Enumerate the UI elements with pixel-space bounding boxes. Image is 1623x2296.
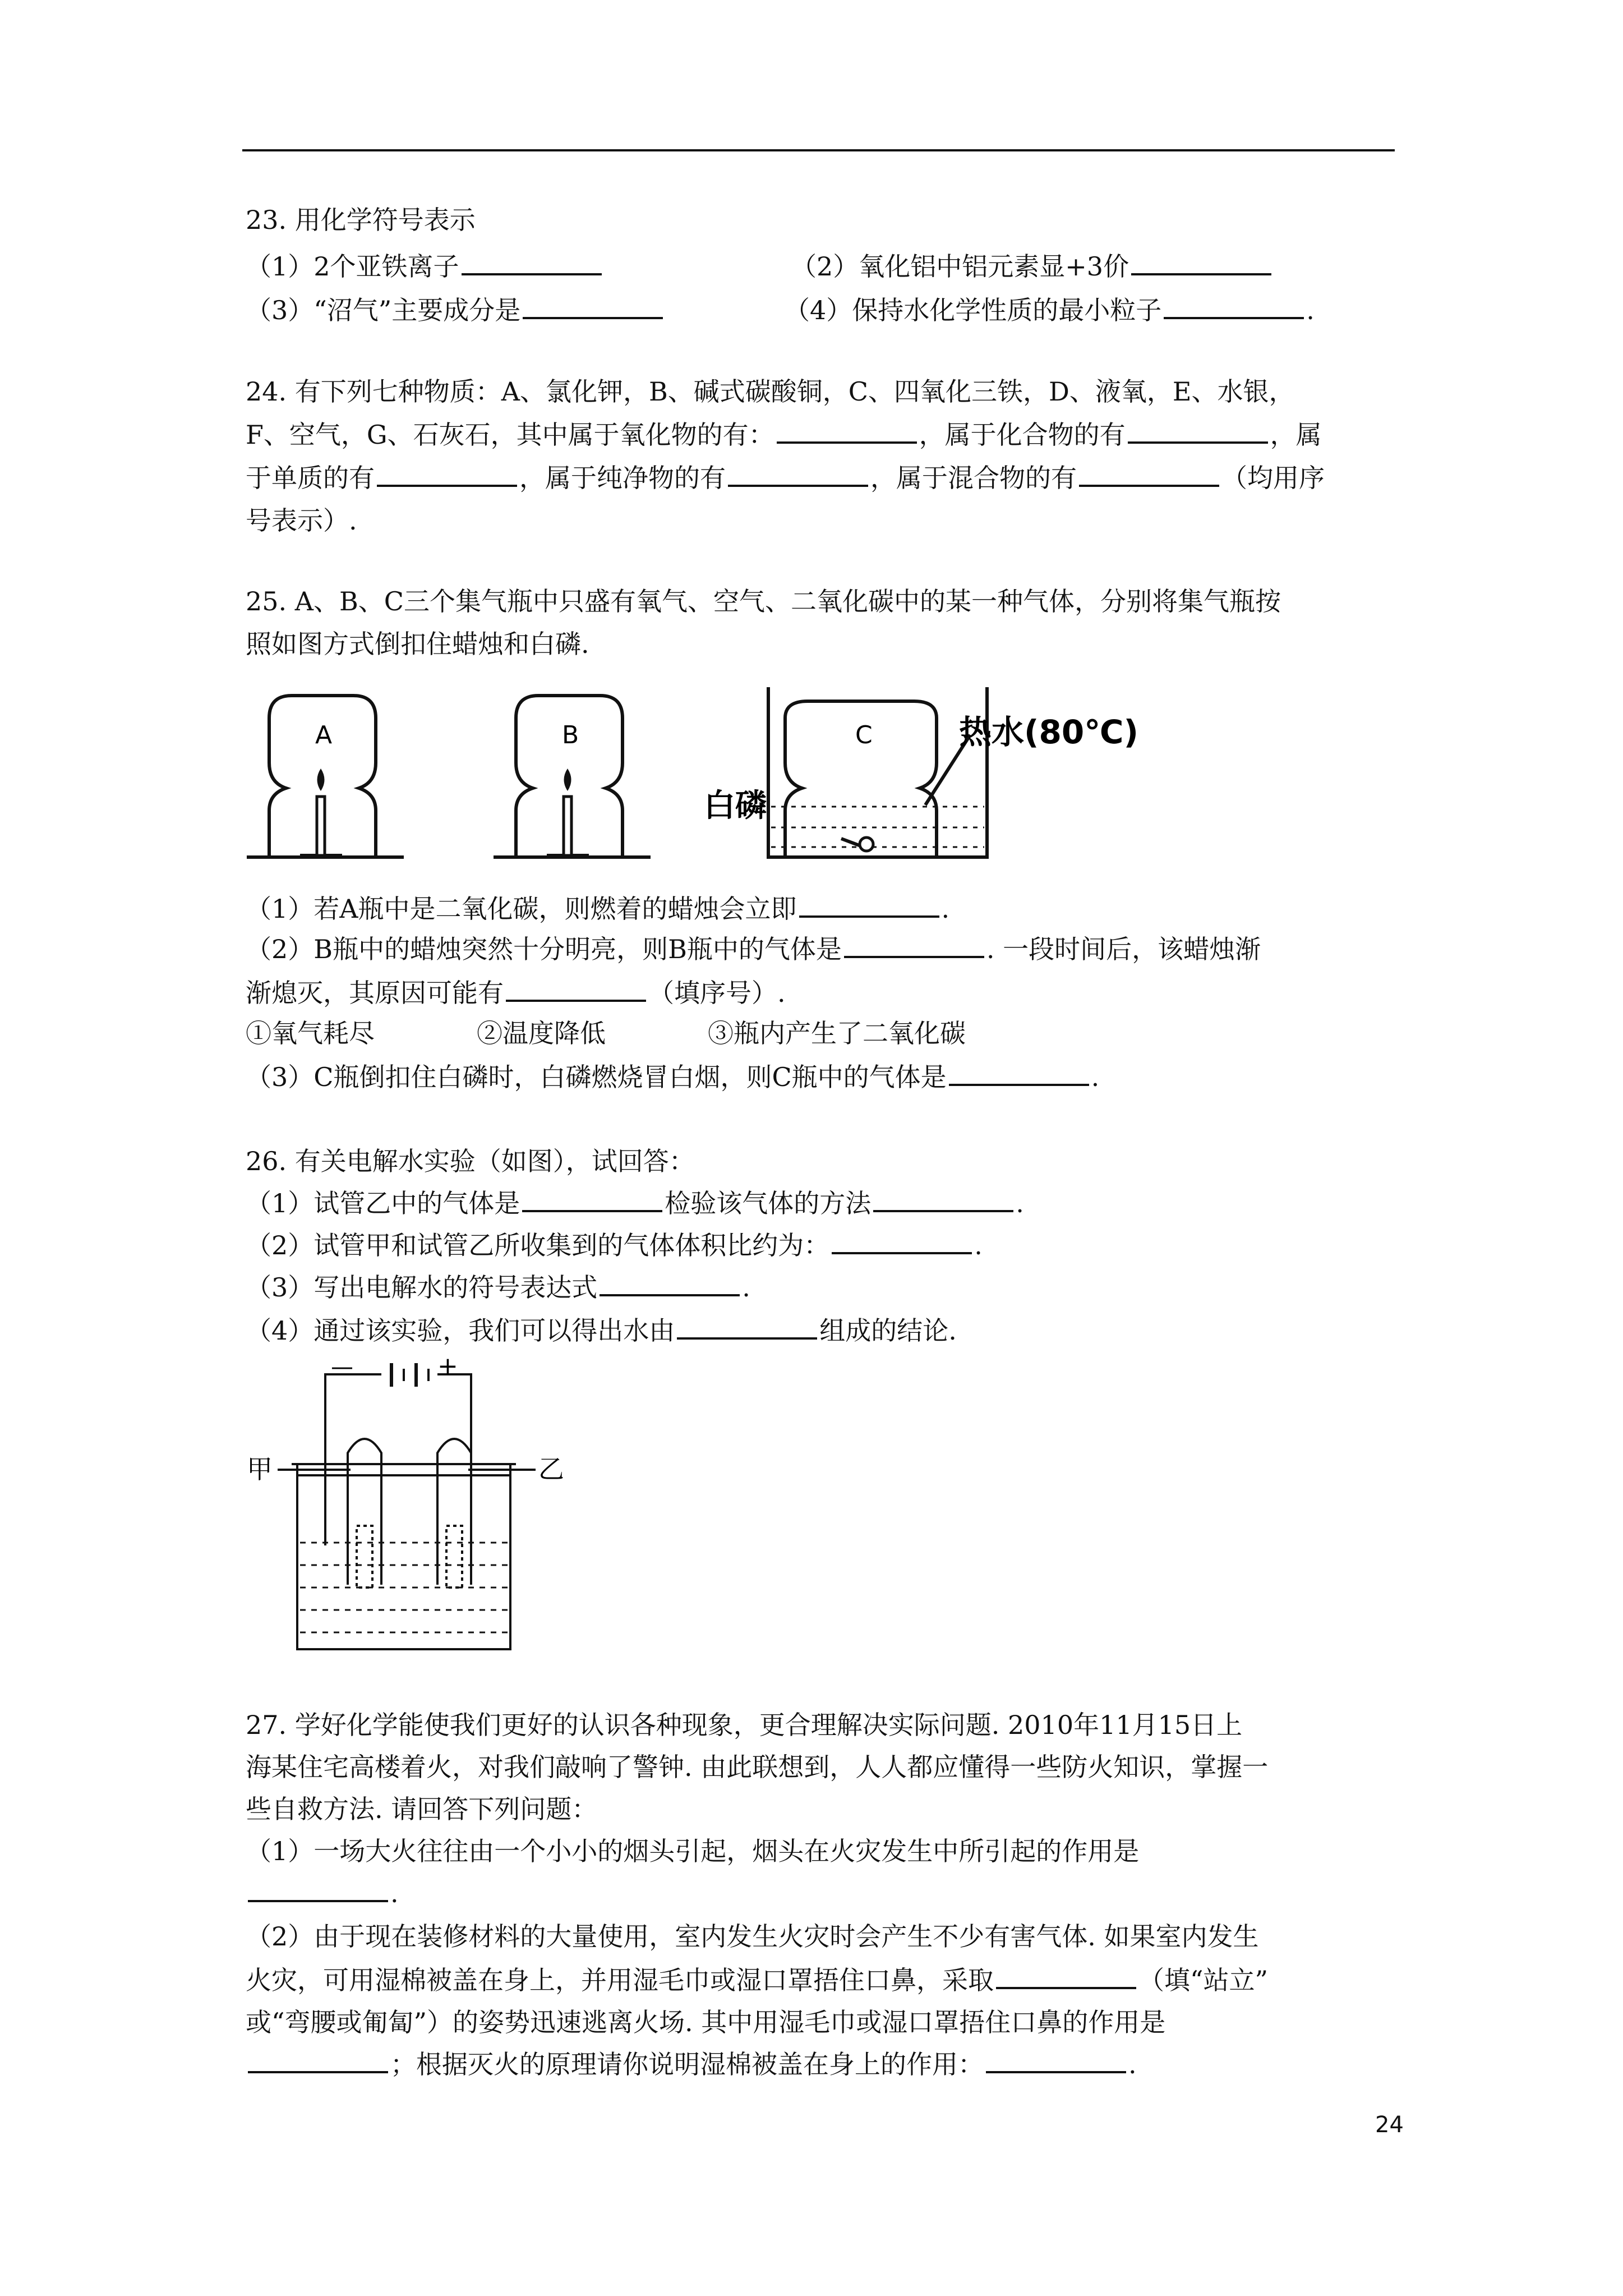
q24-line1: 24. 有下列七种物质：A、氯化钾，B、碱式碳酸铜，C、四氧化三铁，D、液氧，E、水银，	[246, 376, 1295, 407]
q27-sub2-line1: （2）由于现在装修材料的大量使用，室内发生火灾时会产生不少有害气体. 如果室内发生	[246, 1921, 1259, 1952]
phosphorus-piece	[860, 838, 873, 851]
answer-blank[interactable]	[377, 462, 517, 487]
battery-plus: +	[437, 1358, 458, 1381]
q26-sub3: （3）写出电解水的符号表达式 .	[246, 1272, 750, 1303]
q26-sub1: （1）试管乙中的气体是 检验该气体的方法 .	[246, 1188, 1024, 1218]
answer-blank[interactable]	[728, 462, 868, 487]
q26-sub2: （2）试管甲和试管乙所收集到的气体体积比约为： .	[246, 1230, 983, 1260]
answer-blank[interactable]	[1164, 295, 1304, 319]
electrode-yi	[446, 1526, 462, 1588]
answer-blank[interactable]	[777, 419, 917, 444]
bottle-b-label: B	[562, 721, 579, 749]
q26-sub4: （4）通过该实验，我们可以得出水由 组成的结论.	[246, 1315, 957, 1346]
answer-blank[interactable]	[799, 893, 939, 918]
gas-bottles-figure	[247, 684, 1211, 869]
q25-sub2: （2）B瓶中的蜡烛突然十分明亮，则B瓶中的气体是 . 一段时间后，该蜡烛渐	[246, 934, 1261, 964]
q23-part2: （2）氧化铝中铝元素显+3价	[791, 250, 1274, 283]
answer-blank[interactable]	[522, 1188, 662, 1212]
q24-line2: F、空气，G、石灰石，其中属于氧化物的有： ，属于化合物的有 ，属	[246, 420, 1322, 450]
answer-blank[interactable]	[1128, 419, 1268, 444]
answer-blank[interactable]	[677, 1315, 817, 1340]
answer-blank[interactable]	[986, 2049, 1126, 2073]
electrolysis-figure	[247, 1358, 572, 1660]
q27-line3: 些自救方法. 请回答下列问题：	[246, 1794, 598, 1824]
candle-b	[564, 797, 571, 855]
q23-title: 23. 用化学符号表示	[246, 205, 476, 235]
electrode-jia	[357, 1526, 372, 1588]
answer-blank[interactable]	[873, 1188, 1013, 1212]
answer-blank[interactable]	[844, 933, 984, 958]
answer-blank[interactable]	[949, 1061, 1089, 1086]
white-phosphorus-label: 白磷	[704, 788, 767, 824]
bottle-a-label: A	[315, 721, 333, 749]
answer-blank[interactable]	[1131, 251, 1271, 275]
page-number: 24	[1375, 2112, 1404, 2138]
battery-minus: —	[331, 1358, 353, 1380]
q27-sub1-answer: .	[246, 1876, 399, 1910]
q23-part1: （1）2个亚铁离子	[246, 250, 604, 283]
answer-blank[interactable]	[600, 1272, 740, 1296]
q27-line1: 27. 学好化学能使我们更好的认识各种现象，更合理解决实际问题. 2010年11月15日上	[246, 1710, 1243, 1740]
q25-sub1: （1）若A瓶中是二氧化碳，则燃着的蜡烛会立即 .	[246, 894, 950, 924]
q25-line1: 25. A、B、C三个集气瓶中只盛有氧气、空气、二氧化碳中的某一种气体，分别将集气瓶按	[246, 586, 1281, 616]
tube-jia-label: 甲	[247, 1454, 273, 1484]
answer-blank[interactable]	[523, 295, 663, 319]
flame-b	[564, 769, 571, 791]
q27-sub2-line4: ；根据灭火的原理请你说明湿棉被盖在身上的作用： .	[246, 2047, 1137, 2081]
q26-title: 26. 有关电解水实验（如图），试回答：	[246, 1146, 695, 1176]
q27-sub1: （1）一场大火往往由一个小小的烟头引起，烟头在火灾发生中所引起的作用是	[246, 1836, 1140, 1866]
candle-a	[317, 797, 325, 855]
answer-blank[interactable]	[248, 2049, 388, 2073]
q27-sub2-line3: 或“弯腰或匍匐”）的姿势迅速逃离火场. 其中用湿毛巾或湿口罩捂住口鼻的作用是	[246, 2007, 1166, 2037]
answer-blank[interactable]	[832, 1230, 972, 1254]
q23-part4: （4）保持水化学性质的最小粒子 .	[784, 295, 1315, 325]
hot-water-label: 热水(80℃)	[959, 713, 1138, 751]
q24-line3: 于单质的有 ，属于纯净物的有 ，属于混合物的有 （均用序	[246, 463, 1325, 493]
q25-option-1: ①氧气耗尽	[246, 1018, 375, 1048]
header-rule	[242, 149, 1395, 151]
bottle-c-label: C	[855, 721, 873, 749]
q27-sub2-line2: 火灾，可用湿棉被盖在身上，并用湿毛巾或湿口罩捂住口鼻，采取 （填“站立”	[246, 1965, 1269, 1995]
answer-blank[interactable]	[248, 1878, 388, 1902]
q24-line4: 号表示）.	[246, 505, 357, 536]
q25-option-3: ③瓶内产生了二氧化碳	[708, 1018, 966, 1048]
q25-line2: 照如图方式倒扣住蜡烛和白磷.	[246, 629, 589, 659]
q25-option-2: ②温度降低	[477, 1018, 606, 1048]
answer-blank[interactable]	[996, 1964, 1136, 1989]
q23-part3: （3）“沼气”主要成分是	[246, 293, 665, 327]
flame-a	[317, 769, 325, 791]
q25-sub2-cont: 渐熄灭，其原因可能有 （填序号）.	[246, 978, 786, 1008]
answer-blank[interactable]	[462, 251, 602, 275]
q25-sub3: （3）C瓶倒扣住白磷时，白磷燃烧冒白烟，则C瓶中的气体是 .	[246, 1062, 1100, 1092]
q27-line2: 海某住宅高楼着火，对我们敲响了警钟. 由此联想到，人人都应懂得一些防火知识，掌握一	[246, 1752, 1269, 1782]
tube-yi-label: 乙	[538, 1454, 564, 1484]
answer-blank[interactable]	[1079, 462, 1219, 487]
answer-blank[interactable]	[506, 977, 646, 1002]
